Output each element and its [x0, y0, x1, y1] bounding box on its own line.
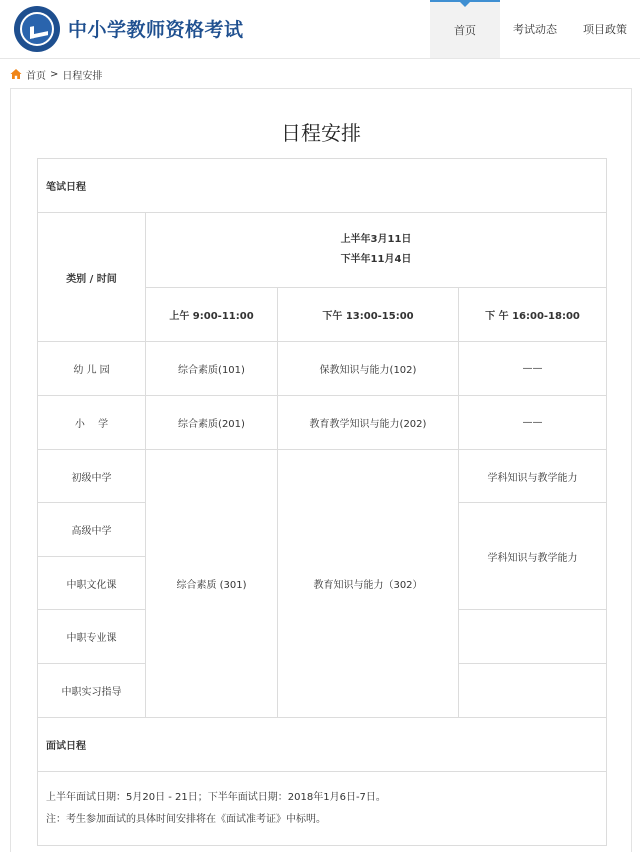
schedule-table	[37, 158, 607, 846]
home-icon	[10, 68, 22, 80]
nav-item-exam-news[interactable]: 考试动态	[513, 23, 557, 36]
written-section-label: 笔试日程	[38, 159, 607, 213]
nav-item-policy[interactable]: 项目政策	[583, 23, 627, 36]
row-category-vocational-major: 中职专业课	[38, 610, 146, 664]
cell-vocational-practice-afternoon2	[459, 664, 607, 718]
slot-afternoon2-header: 下 午 16:00-18:00	[459, 288, 607, 342]
cell-secondary-morning: 综合素质 (301)	[146, 450, 278, 718]
cell-kindergarten-afternoon1: 保教知识与能力(102)	[278, 342, 459, 396]
slot-morning-header: 上午 9:00-11:00	[146, 288, 278, 342]
row-category-vocational-culture: 中职文化课	[38, 557, 146, 610]
site-logo-icon[interactable]	[14, 6, 60, 52]
cell-vocational-major-afternoon2	[459, 610, 607, 664]
cell-kindergarten-morning: 综合素质(101)	[146, 342, 278, 396]
row-category-kindergarten: 幼 儿 园	[38, 342, 146, 396]
breadcrumb-separator: >	[50, 68, 59, 80]
row-category-primary: 小 学	[38, 396, 146, 450]
exam-dates-line1: 上半年3月11日	[340, 234, 412, 245]
page-title: 日程安排	[281, 121, 361, 145]
cell-kindergarten-afternoon2: ——	[459, 342, 607, 396]
site-header	[0, 0, 640, 59]
cell-secondary-afternoon1: 教育知识与能力（302）	[278, 450, 459, 718]
cell-senior-afternoon2: 学科知识与教学能力	[459, 503, 607, 610]
category-time-header: 类别 / 时间	[38, 213, 146, 342]
row-category-senior: 高级中学	[38, 503, 146, 557]
interview-note-text: 注：考生参加面试的具体时间安排将在《面试准考证》中标明。	[46, 813, 326, 825]
interview-details	[38, 772, 607, 846]
exam-dates-line2: 下半年11月4日	[340, 254, 412, 265]
breadcrumb-current: 日程安排	[62, 70, 103, 82]
breadcrumb-home-link[interactable]: 首页	[26, 70, 46, 82]
breadcrumb	[10, 66, 102, 82]
main-nav	[430, 0, 640, 58]
slot-afternoon1-header: 下午 13:00-15:00	[278, 288, 459, 342]
row-category-vocational-practice: 中职实习指导	[38, 664, 146, 718]
nav-item-home[interactable]: 首页	[430, 0, 500, 58]
interview-section-label: 面试日程	[38, 718, 607, 772]
row-category-junior: 初级中学	[38, 450, 146, 503]
cell-primary-afternoon2: ——	[459, 396, 607, 450]
site-title[interactable]: 中小学教师资格考试	[68, 19, 244, 41]
cell-primary-afternoon1: 教育教学知识与能力(202)	[278, 396, 459, 450]
interview-dates-text: 上半年面试日期：5月20日 - 21日；下半年面试日期：2018年1月6日-7日。	[46, 791, 386, 803]
exam-dates-header	[146, 213, 607, 288]
cell-primary-morning: 综合素质(201)	[146, 396, 278, 450]
cell-junior-afternoon2: 学科知识与教学能力	[459, 450, 607, 503]
